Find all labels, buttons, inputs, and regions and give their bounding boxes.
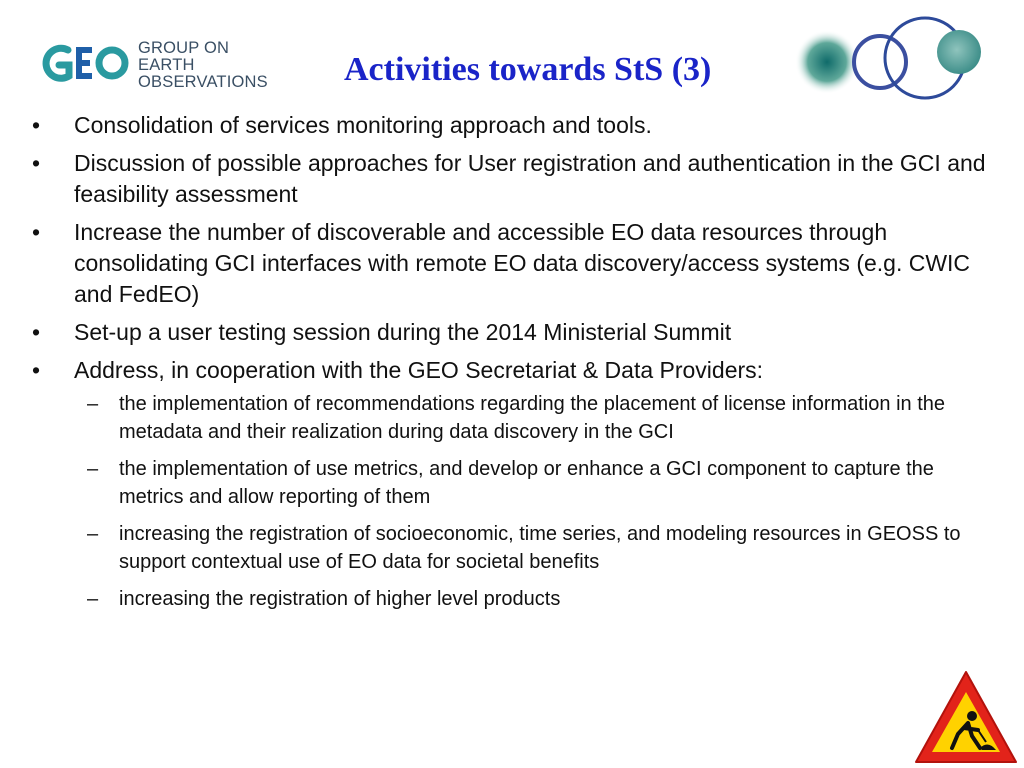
sub-bullet-item [74, 455, 975, 511]
bullet-item [30, 317, 1005, 348]
bullet-text: Increase the number of discoverable and accessible EO data resources through consolidating GCI interfaces with remote EO data discovery/access systems (e.g. CWIC and FedEO) [74, 219, 971, 307]
decor-circle-4 [937, 30, 981, 74]
bullet-text: Discussion of possible approaches for User registration and authentication in the GCI and feasibility assessment [74, 150, 986, 207]
bullet-marker: • [32, 219, 41, 245]
bullet-text: Consolidation of services monitoring approach and tools. [74, 112, 652, 138]
logo-line-2: EARTH OBSERVATIONS [138, 56, 268, 91]
bullet-list [30, 110, 1005, 613]
sub-bullet-item [74, 520, 975, 576]
slide-body [30, 110, 1005, 622]
bullet-item [30, 148, 1005, 210]
bullet-item [30, 355, 1005, 613]
dash-marker: – [87, 458, 99, 480]
men-at-work-sign-icon [912, 668, 1020, 766]
bullet-item [30, 110, 1005, 141]
bullet-marker: • [32, 112, 41, 138]
geo-logo [38, 36, 328, 92]
circles-decoration [775, 14, 1005, 106]
sub-bullet-text: the implementation of use metrics, and develop or enhance a GCI component to capture the metrics and allow reporting of them [119, 458, 934, 508]
sub-bullet-list [74, 390, 1005, 613]
bullet-item [30, 217, 1005, 310]
sub-bullet-item [74, 585, 975, 613]
sub-bullet-item [74, 390, 975, 446]
bullet-text: Set-up a user testing session during the 2014 Ministerial Summit [74, 319, 732, 345]
geo-logo-mark [38, 36, 134, 92]
logo-line-1: GROUP ON [138, 39, 230, 57]
sub-bullet-text: increasing the registration of higher level products [119, 588, 561, 610]
sub-bullet-text: increasing the registration of socioeconomic, time series, and modeling resources in GEOSS to support contextual use of EO data for societal benefits [119, 523, 961, 573]
bullet-marker: • [32, 357, 41, 383]
sub-bullet-text: the implementation of recommendations regarding the placement of license information in the metadata and their realization during data discovery in the GCI [119, 393, 946, 443]
dash-marker: – [87, 588, 99, 610]
bullet-text: Address, in cooperation with the GEO Secretariat & Data Providers: [74, 357, 764, 383]
dash-marker: – [87, 523, 99, 545]
dash-marker: – [87, 393, 99, 415]
bullet-marker: • [32, 150, 41, 176]
bullet-marker: • [32, 319, 41, 345]
logo-text [138, 40, 328, 91]
decor-circle-2 [854, 36, 906, 88]
decor-circle-1 [795, 30, 859, 94]
slide-title: Activities towards StS (3) [344, 51, 712, 88]
